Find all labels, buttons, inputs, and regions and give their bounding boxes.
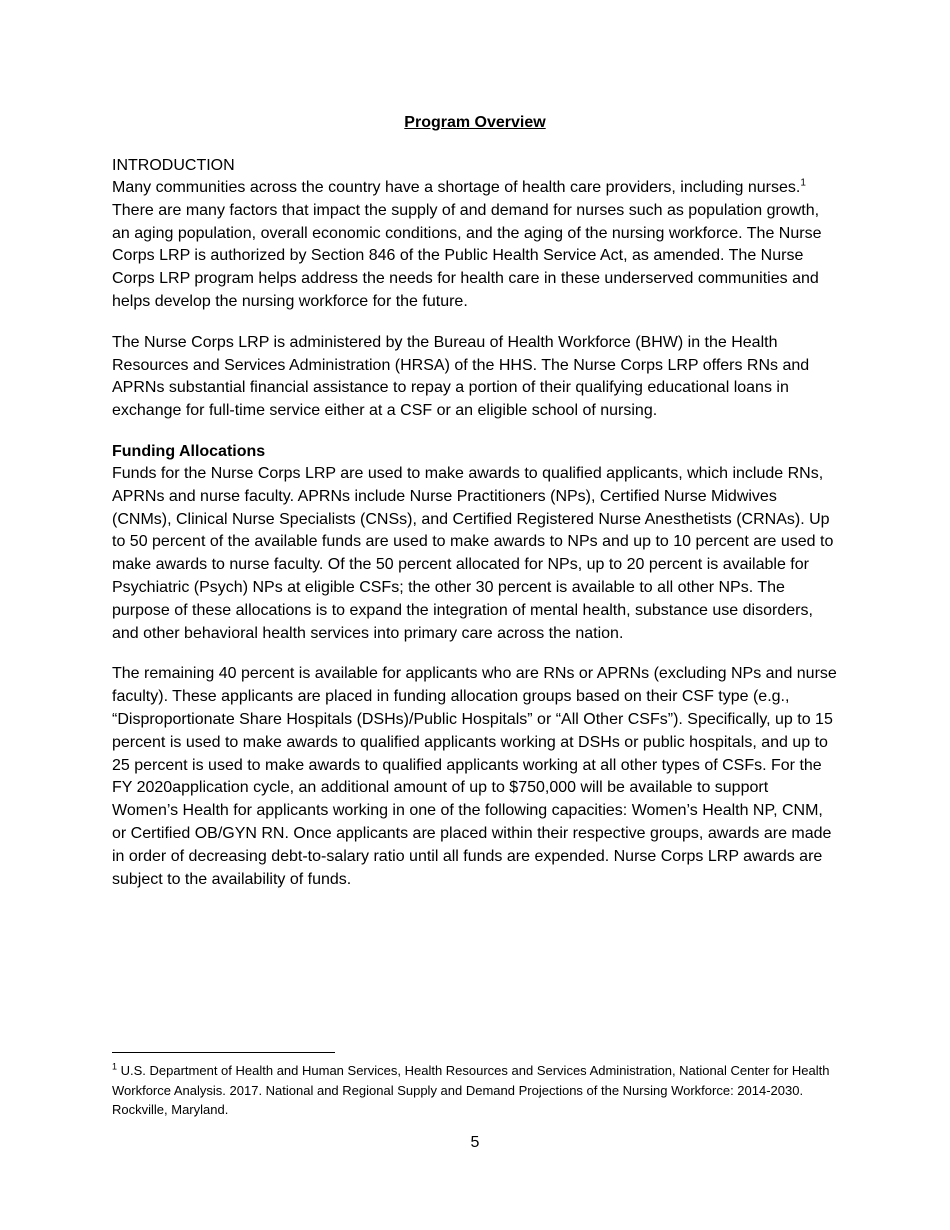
footnote-divider — [112, 1052, 335, 1053]
footnote-reference: 1 — [800, 177, 806, 189]
footnote-text: U.S. Department of Health and Human Services, Health Resources and Services Administration, National Center for Health Workforce Analysis. 2017. National and Regional Supply and Demand Projections of the Nursing Workforce: 2014-2030. Rockville, Maryland. — [112, 1063, 830, 1117]
introduction-paragraph-2: The Nurse Corps LRP is administered by the Bureau of Health Workforce (BHW) in the Health Resources and Services Administration (HRSA) of the HHS. The Nurse Corps LRP offers RNs and APRNs substantial financial assistance to repay a portion of their qualifying educational loans in exchange for full-time service either at a CSF or an eligible school of nursing. — [112, 333, 810, 420]
document-body — [112, 113, 838, 909]
funding-paragraph-2: The remaining 40 percent is available for applicants who are RNs or APRNs (excluding NPs and nurse faculty). These applicants are placed in funding allocation groups based on their CSF type (e.g., “Disproportionate Share Hospitals (DSHs)/Public Hospitals” or “All Other CSFs”). Specifically, up to 15 percent is used to make awards to qualified applicants working at DSHs or public hospitals, and up to 25 percent is used to make awards to qualified applicants working at all other types of CSFs. For the FY 2020application cycle, an additional amount of up to $750,000 will be available to support Women’s Health for applicants working in one of the following capacities: Women’s Health NP, CNM, or Certified OB/GYN RN. Once applicants are placed within their respective groups, awards are made in order of decreasing debt-to-salary ratio until all funds are expended. Nurse Corps LRP awards are subject to the availability of funds. — [112, 665, 837, 888]
footnote-marker: 1 — [112, 1061, 118, 1072]
introduction-label: INTRODUCTION — [112, 157, 235, 174]
page-number: 5 — [470, 1134, 480, 1151]
introduction-paragraph-1 — [112, 177, 838, 314]
funding-allocations-heading: Funding Allocations — [112, 442, 266, 460]
page-title: Program Overview — [404, 114, 546, 131]
footnote — [112, 1061, 838, 1120]
funding-paragraph-1: Funds for the Nurse Corps LRP are used to make awards to qualified applicants, which include RNs, APRNs and nurse faculty. APRNs include Nurse Practitioners (NPs), Certified Nurse Midwives (CNMs), Clinical Nurse Specialists (CNSs), and Certified Registered Nurse Anesthetists (CRNAs). Up to 50 percent of the available funds are used to make awards to NPs and up to 10 percent are used to make awards to nurse faculty. Of the 50 percent allocated for NPs, up to 20 percent is available for Psychiatric (Psych) NPs at eligible CSFs; the other 30 percent is available to all other NPs. The purpose of these allocations is to expand the integration of mental health, substance use disorders, and other behavioral health services into primary care across the nation. — [112, 464, 834, 642]
introduction-paragraph-1-text-a: Many communities across the country have a shortage of health care providers, including nurses. — [112, 179, 801, 196]
introduction-paragraph-1-text-b: There are many factors that impact the supply of and demand for nurses such as population growth, an aging population, overall economic conditions, and the aging of the nursing workforce. The Nurse Corps LRP is authorized by Section 846 of the Public Health Service Act, as amended. The Nurse Corps LRP program helps address the needs for health care in these underserved communities and helps develop the nursing workforce for the future. — [112, 201, 822, 310]
